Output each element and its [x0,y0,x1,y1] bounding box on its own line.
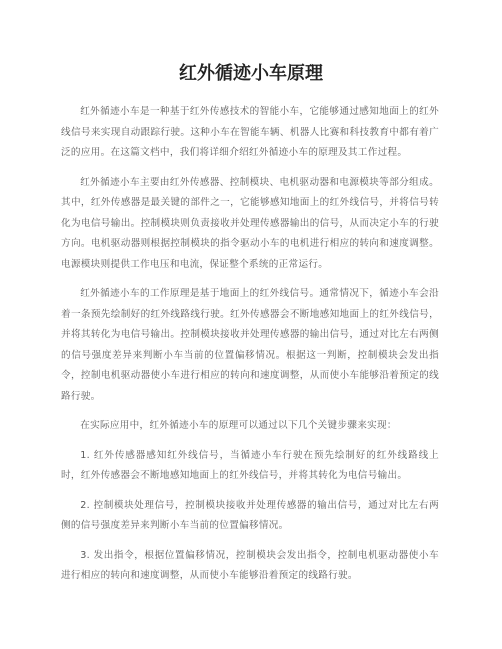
paragraph-working-principle: 红外循迹小车的工作原理是基于地面上的红外线信号。通常情况下，循迹小车会沿着一条预先绘制好的红外线路线行驶。红外传感器会不断地感知地面上的红外线信号，并将其转化为电信号输出。控制模块接收并处理传感器的输出信号，通过对比左右两侧的信号强度差异来判断小车当前的位置偏移情况。根据这一判断，控制模块会发出指令，控制电机驱动器使小车进行相应的转向和速度调整，从而使小车能够沿着预定的线路行驶。 [61,288,439,402]
paragraph-step-3: 3. 发出指令，根据位置偏移情况，控制模块会发出指令，控制电机驱动器使小车进行相应的转向和速度调整，从而使小车能够沿着预定的线路行驶。 [61,549,439,581]
paragraph-step-2: 2. 控制模块处理信号，控制模块接收并处理传感器的输出信号，通过对比左右两侧的信号强度差异来判断小车当前的位置偏移情况。 [61,499,439,531]
paragraph-intro: 红外循迹小车是一种基于红外传感技术的智能小车，它能够通过感知地面上的红外线信号来实现自动跟踪行驶。这种小车在智能车辆、机器人比赛和科技教育中都有着广泛的应用。在这篇文档中，我们将详细介绍红外循迹小车的原理及其工作过程。 [61,106,439,158]
paragraph-steps-intro: 在实际应用中，红外循迹小车的原理可以通过以下几个关键步骤来实现： [80,420,397,431]
paragraph-step-1: 1. 红外传感器感知红外线信号，当循迹小车行驶在预先绘制好的红外线路线上时，红外传感器会不断地感知地面上的红外线信号，并将其转化为电信号输出。 [61,449,439,481]
document-body [61,102,439,596]
document-title: 红外循迹小车原理 [179,63,323,84]
paragraph-components: 红外循迹小车主要由红外传感器、控制模块、电机驱动器和电源模块等部分组成。其中，红外传感器是最关键的部件之一，它能够感知地面上的红外线信号，并将信号转化为电信号输出。控制模块则负责接收并处理传感器输出的信号，从而决定小车的行驶方向。电机驱动器则根据控制模块的指令驱动小车的电机进行相应的转向和速度调整。电源模块则提供工作电压和电流，保证整个系统的正常运行。 [61,176,439,270]
